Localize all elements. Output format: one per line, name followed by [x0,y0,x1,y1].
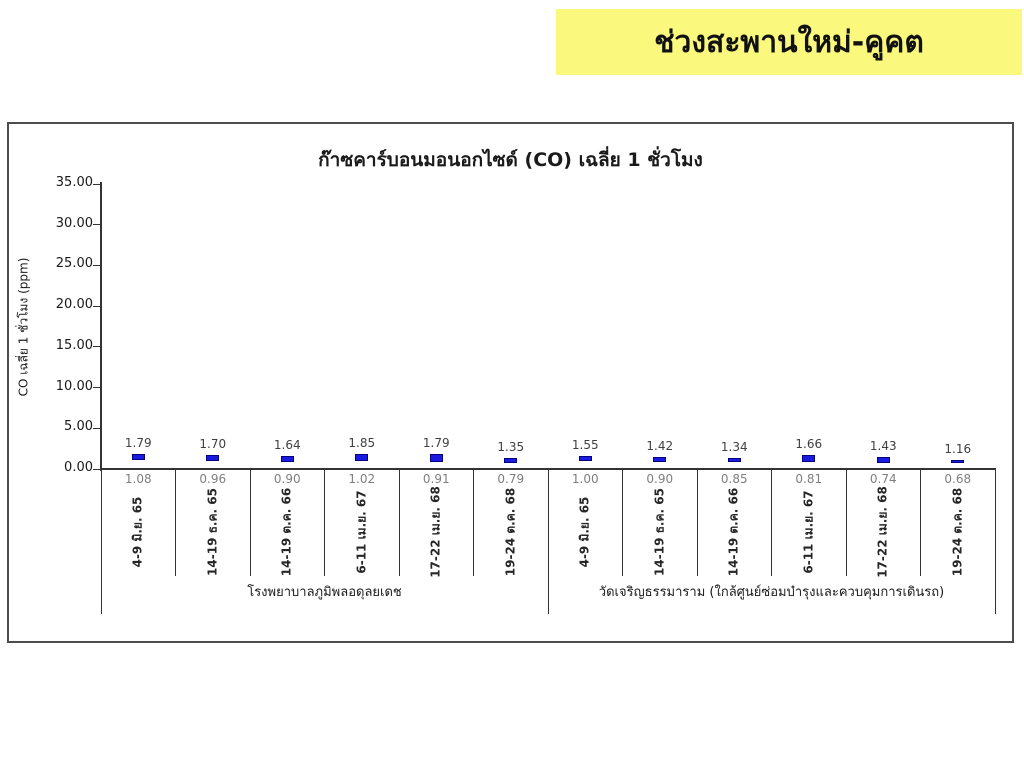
bar-value-upper: 1.70 [199,437,227,452]
bar-value-lower: 0.79 [497,472,525,486]
bar-value-upper: 1.34 [720,440,748,455]
bar-value-lower: 0.90 [646,472,674,486]
bar [951,460,964,464]
bar [877,457,890,463]
bar-value-lower: 0.81 [795,472,823,486]
chart-title: ก๊าซคาร์บอนมอนอกไซด์ (CO) เฉลี่ย 1 ชั่วโมง [318,149,703,171]
group-label: โรงพยาบาลภูมิพลอดุลยเดช [247,585,402,600]
bar [206,455,219,461]
bar-value-upper: 1.79 [422,436,450,451]
category-separator [920,469,921,576]
bar [504,458,517,463]
category-separator [399,469,400,576]
y-tick-label: 5.00 [64,419,93,435]
bar [281,456,294,462]
bar-value-upper: 1.55 [571,438,599,453]
bar-value-lower: 1.00 [571,472,599,486]
y-tick-label: 20.00 [55,297,93,313]
y-tick-mark [93,387,101,388]
bar-value-upper: 1.42 [646,439,674,454]
bar-value-upper: 1.35 [497,440,525,454]
category-separator [697,469,698,576]
bar-value-upper: 1.64 [273,437,301,452]
bar-value-lower: 1.08 [124,472,152,486]
bar-value-upper: 1.16 [944,441,972,456]
bar-value-lower: 0.74 [869,472,897,486]
bar-value-lower: 1.02 [348,472,376,486]
y-tick-label: 15.00 [55,337,93,353]
bar [132,454,145,460]
category-separator [250,469,251,576]
y-tick-mark [93,346,101,347]
bar-value-lower: 0.96 [199,472,227,486]
y-tick-label: 25.00 [55,256,93,272]
category-separator [771,469,772,576]
bar-value-lower: 0.91 [422,472,450,486]
category-separator [473,469,474,576]
category-separator [324,469,325,576]
y-tick-label: 35.00 [55,175,93,190]
y-tick-label: 0.00 [64,460,93,475]
y-tick-mark [93,306,101,307]
bar [653,457,666,461]
bar-value-lower: 0.85 [720,472,748,486]
y-tick-mark [93,184,101,185]
bar-value-upper: 1.66 [795,437,823,452]
bar [355,454,368,461]
bar-value-lower: 0.90 [273,472,301,486]
bar [728,458,741,462]
plot-area: 0.00 5.00 10.00 15.00 20.00 25.00 30.00 35.00 1.79 1.08 4-9 มิ.ย. 65 1.70 0.96 14-19 ธ.ค. 65 1.64 0.90 14-19 ต.ค. 66 1.85 1.02 6-11 เม.ย. 67 1.79 0.91 17-22 เม.ย. 68 1.35 0.79 19-24 ต.ค. 68 1.55 1.00 4-9 มิ.ย. 65 1.42 0.90 14-19 ธ.ค. 65 1.34 0.85 14-19 ต.ค. 66 1.66 0.81 6-11 เม.ย. 67 1.43 0.74 17-22 เม.ย. 68 1.16 0.68 19-24 ต.ค. 68 โรงพยาบาลภูมิพลอดุลยเดช วัดเจริญธรรมาราม (ใกล้ศูนย์ซ่อมบำรุงและควบคุมการเดินรถ) [9,124,1012,641]
bar-value-upper: 1.79 [124,436,152,451]
bar [802,455,815,462]
section-title-banner: ช่วงสะพานใหม่-คูคต [556,9,1022,75]
y-tick-label: 30.00 [55,215,93,231]
bar-value-upper: 1.85 [348,435,376,450]
bar-value-lower: 0.68 [944,472,972,486]
group-label: วัดเจริญธรรมาราม (ใกล้ศูนย์ซ่อมบำรุงและควบคุมการเดินรถ) [598,585,945,600]
category-separator [175,469,176,576]
bar [579,456,592,460]
y-tick-mark [93,265,101,266]
category-separator [846,469,847,576]
x-axis-line [101,468,996,470]
y-tick-label: 10.00 [55,378,93,394]
category-separator [622,469,623,576]
chart-frame: ก๊าซคาร์บอนมอนอกไซด์ (CO) เฉลี่ย 1 ชั่วโมง CO เฉลี่ย 1 ชั่วโมง (ppm) 0.00 5.00 10.00 15.00 20.00 25.00 30.00 35.00 1.79 1.08 4-9 มิ.ย. 65 1.70 0.96 14-19 ธ.ค. 65 1.64 0.90 14-19 ต.ค. 66 1.85 1.02 6-11 เม.ย. 67 1.79 0.91 17-22 เม.ย. 68 1.35 0.79 19-24 ต.ค. 68 1.55 1.00 4-9 มิ.ย. 65 1.42 0.90 14-19 ธ.ค. 65 1.34 0.85 14-19 ต.ค. 66 1.66 0.81 6-11 เม.ย. 67 1.43 0.74 17-22 เม.ย. 68 1.16 0.68 19-24 ต.ค. 68 โรงพยาบาลภูมิพลอดุลยเดช วัดเจริญธรรมาราม (ใกล้ศูนย์ซ่อมบำรุงและควบคุมการเดินรถ) [7,122,1014,643]
bar-value-upper: 1.43 [869,439,897,454]
bar [430,454,443,461]
y-tick-mark [93,428,101,429]
y-tick-mark [93,224,101,225]
